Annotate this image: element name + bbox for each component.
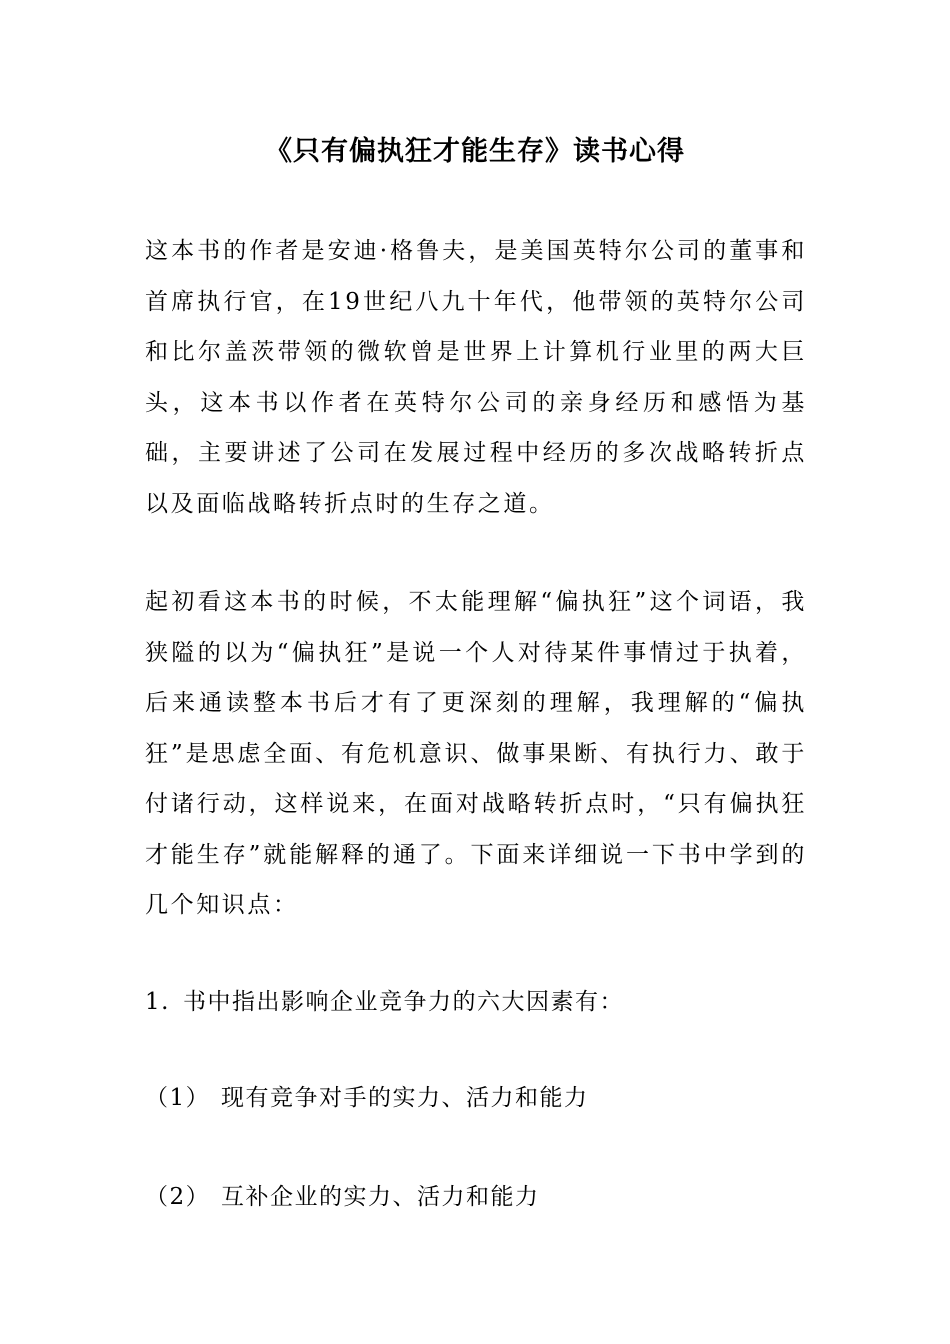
document-title: 《只有偏执狂才能生存》读书心得 bbox=[265, 136, 685, 167]
section-text: 书中指出影响企业竞争力的六大因素有： bbox=[183, 989, 624, 1015]
factor-text: 现有竞争对手的实力、活力和能力 bbox=[221, 1085, 589, 1111]
section-number: 1. bbox=[145, 989, 170, 1015]
section-heading-1 bbox=[145, 977, 807, 1027]
factor-number: （2） bbox=[145, 1184, 211, 1210]
factor-item bbox=[145, 1172, 807, 1222]
understanding-paragraph: 起初看这本书的时候，不太能理解“偏执狂”这个词语，我狭隘的以为“偏执狂”是说一个人对待某件事情过于执着，后来通读整本书后才有了更深刻的理解，我理解的“偏执狂”是思虑全面、有危机意识、做事果断、有执行力、敢于付诸行动，这样说来，在面对战略转折点时，“只有偏执狂才能生存”就能解释的通了。下面来详细说一下书中学到的几个知识点： bbox=[145, 589, 807, 918]
intro-paragraph: 这本书的作者是安迪·格鲁夫，是美国英特尔公司的董事和首席执行官，在19世纪八九十年代，他带领的英特尔公司和比尔盖茨带领的微软曾是世界上计算机行业里的两大巨头，这本书以作者在英特尔公司的亲身经历和感悟为基础，主要讲述了公司在发展过程中经历的多次战略转折点以及面临战略转折点时的生存之道。 bbox=[145, 238, 807, 517]
factor-number: （1） bbox=[145, 1085, 211, 1111]
factor-item bbox=[145, 1073, 807, 1123]
factor-text: 互补企业的实力、活力和能力 bbox=[221, 1184, 540, 1210]
